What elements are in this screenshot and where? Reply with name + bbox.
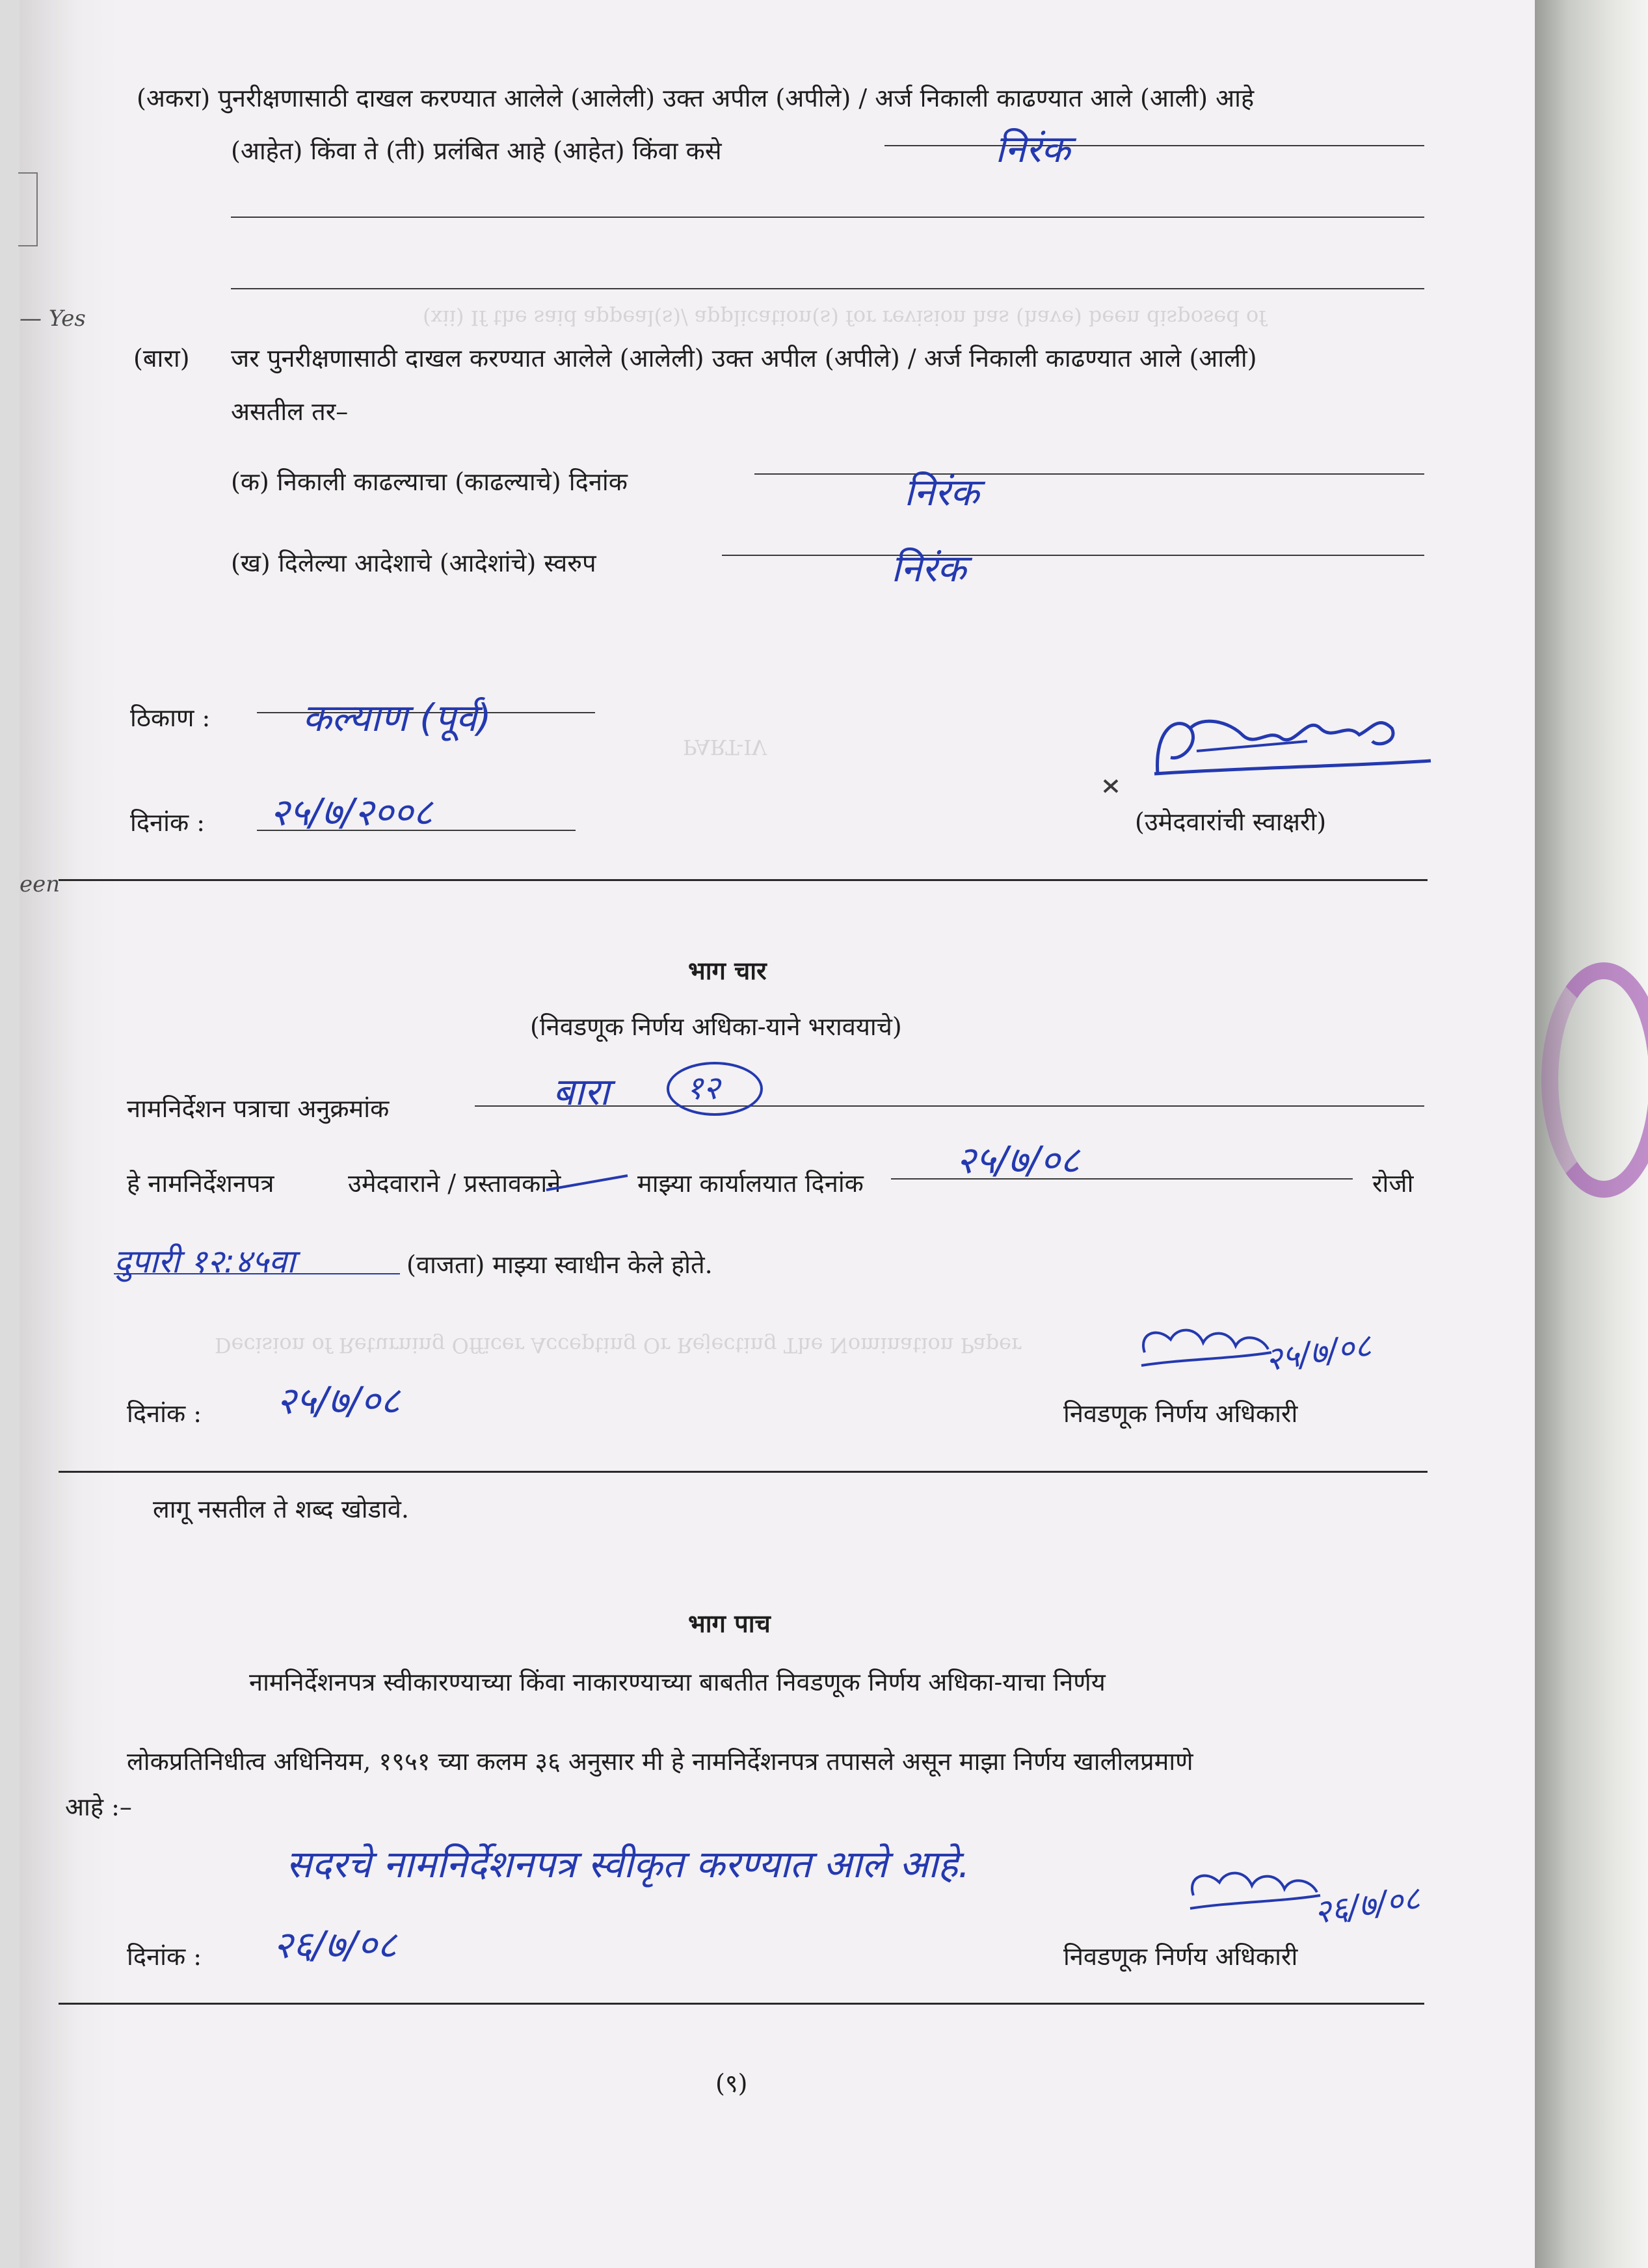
part5-heading: भाग पाच <box>688 1609 771 1638</box>
time-line-rest: (वाजता) माझ्या स्वाधीन केले होते. <box>406 1250 713 1279</box>
serial-line <box>475 1105 1424 1107</box>
margin-box <box>18 172 38 246</box>
margin-een: een <box>20 871 60 897</box>
section-divider <box>59 1471 1428 1473</box>
delivered-by <box>348 1171 561 1196</box>
part4-date-value: २५/७/०८ <box>276 1378 400 1423</box>
part4-heading: भाग चार <box>688 956 767 985</box>
part4-subheading: (निवडणूक निर्णय अधिका-याने भरावयाचे) <box>530 1012 902 1041</box>
section-divider <box>59 879 1428 881</box>
answer-line <box>884 145 1424 146</box>
show-through-text: Decision of Returning Officer Accepting Or Rejecting The Nomination Paper <box>215 1333 1022 1358</box>
part5-para-line1: लोकप्रतिनिधीत्व अधिनियम, १९५१ च्या कलम ३६ अनुसार मी हे नामनिर्देशनपत्र तपासले असून माझा निर्णय खालीलप्रमाणे <box>127 1747 1193 1776</box>
item12-line1: जर पुनरीक्षणासाठी दाखल करण्यात आलेले (आलेली) उक्त अपील (अपीले) / अर्ज निकाली काढण्यात आले (आली) <box>231 344 1257 373</box>
document-page <box>20 0 1535 2268</box>
part4-officer-label: निवडणूक निर्णय अधिकारी <box>1063 1399 1298 1428</box>
item12-b-answer: निरंक <box>891 546 966 590</box>
item12-b-label: (ख) दिलेल्या आदेशाचे (आदेशांचे) स्वरुप <box>231 549 596 577</box>
part5-subheading: नामनिर्देशनपत्र स्वीकारण्याच्या किंवा नाकारण्याच्या बाबतीत निवडणूक निर्णय अधिका-याचा निर्णय <box>249 1668 1106 1696</box>
delivered-by-text: उमेदवाराने / प्रस्तावकाने <box>348 1169 561 1198</box>
item11-line2: (आहेत) किंवा ते (ती) प्रलंबित आहे (आहेत) किंवा कसे <box>231 137 722 165</box>
show-through-text: PART-IV <box>683 735 767 759</box>
item12-a-answer: निरंक <box>904 470 979 514</box>
delivery-time: दुपारी १२:४५वा <box>114 1243 295 1280</box>
item12-a-label: (क) निकाली काढल्याचा (काढल्याचे) दिनांक <box>231 468 628 496</box>
time-underline <box>114 1273 400 1274</box>
officer-initials <box>1132 1313 1275 1378</box>
part5-decision: सदरचे नामनिर्देशनपत्र स्वीकृत करण्यात आले आहे. <box>286 1842 970 1886</box>
item11-answer: निरंक <box>995 127 1070 171</box>
candidate-signature <box>1093 689 1457 800</box>
delivered-date: २५/७/०८ <box>956 1138 1080 1182</box>
strike-note: लागू नसतील ते शब्द खोडावे. <box>153 1495 409 1523</box>
item11-line1: (अकरा) पुनरीक्षणासाठी दाखल करण्यात आलेले (आलेली) उक्त अपील (अपीले) / अर्ज निकाली काढण्यात आले (आली) आहे <box>137 84 1255 112</box>
page-number: (९) <box>715 2069 748 2098</box>
section-divider <box>59 2003 1424 2005</box>
strikeout-mark <box>543 1170 634 1196</box>
part4-date-label: दिनांक : <box>127 1399 202 1428</box>
serial-value: बारा <box>553 1070 609 1114</box>
serial-label: नामनिर्देशन पत्राचा अनुक्रमांक <box>127 1094 390 1123</box>
date-value: २५/७/२००८ <box>270 790 433 834</box>
part5-para-line2: आहे :– <box>65 1793 132 1821</box>
delivered-line-start: हे नामनिर्देशनपत्र <box>127 1169 274 1198</box>
part5-date-label: दिनांक : <box>127 1942 202 1971</box>
delivered-line-end: रोजी <box>1372 1169 1414 1198</box>
answer-line <box>754 473 1424 475</box>
blank-line <box>231 288 1424 289</box>
show-through-text: (xii) If the said appeal(s)/ application(s) for revision has (have) been disposed of <box>423 306 1267 330</box>
part5-officer-label: निवडणूक निर्णय अधिकारी <box>1063 1942 1298 1971</box>
item12-line2: असतील तर– <box>231 397 349 426</box>
delivered-line-mid: माझ्या कार्यालयात दिनांक <box>637 1169 864 1198</box>
margin-yes: — Yes <box>20 306 86 332</box>
part4-signature-date: २५/७/०८ <box>1262 1326 1374 1379</box>
place-value: कल्याण (पूर्व) <box>302 696 492 740</box>
place-label: ठिकाण : <box>130 704 211 732</box>
previous-page-edge <box>20 0 117 2268</box>
part5-date-value: २६/७/०८ <box>273 1923 397 1967</box>
part5-signature-date: २६/७/०८ <box>1311 1879 1422 1932</box>
item12-number: (बारा) <box>133 344 190 373</box>
date-label: दिनांक : <box>130 808 206 837</box>
serial-number: १२ <box>686 1069 720 1107</box>
candidate-signature-label: (उमेदवारांची स्वाक्षरी) <box>1135 808 1327 836</box>
blank-line <box>231 217 1424 218</box>
answer-line <box>722 555 1424 556</box>
officer-initials <box>1180 1856 1323 1921</box>
